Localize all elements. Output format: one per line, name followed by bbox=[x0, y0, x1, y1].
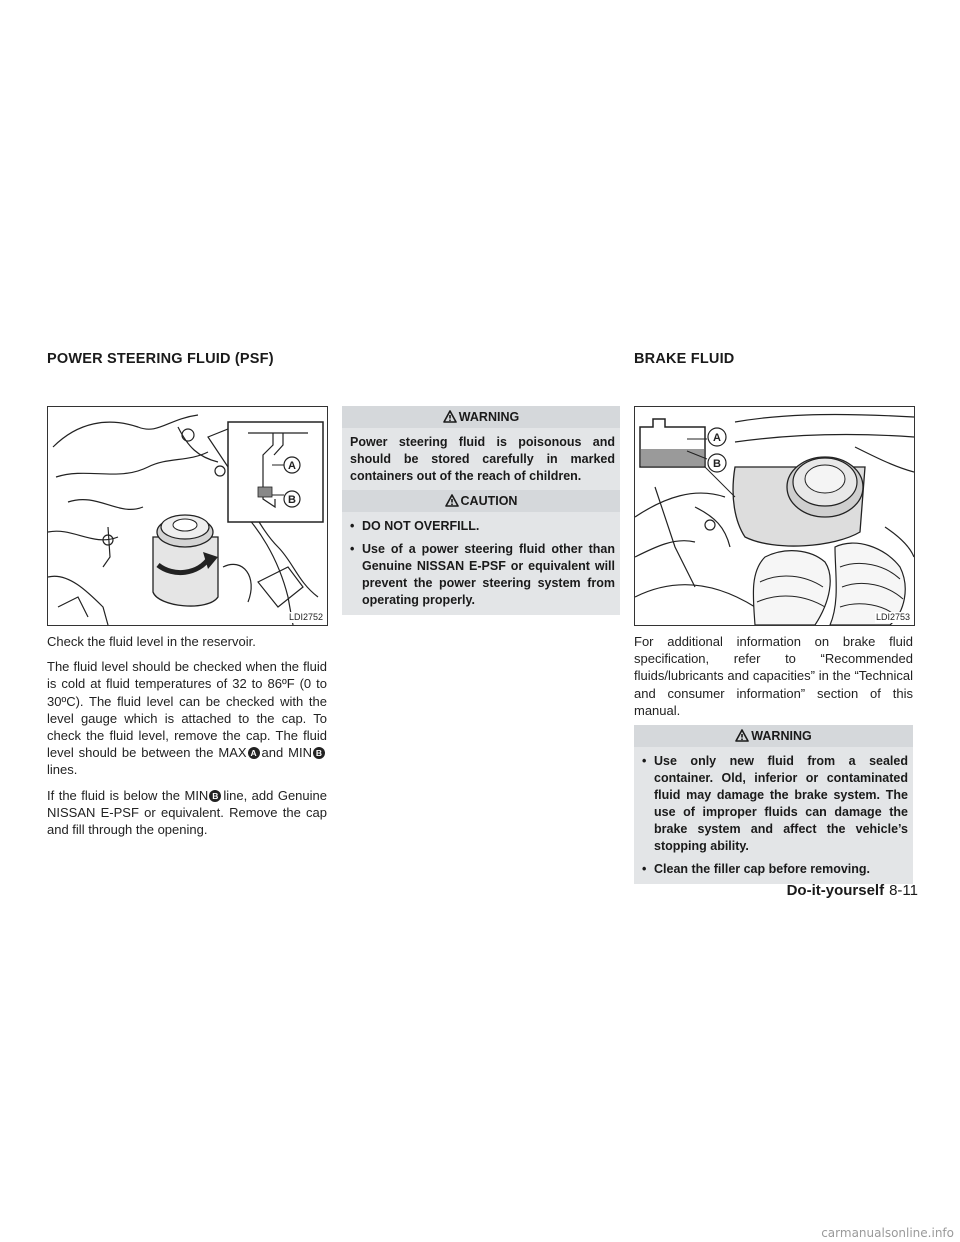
brake-reservoir-illustration bbox=[634, 406, 915, 626]
brake-body-text bbox=[634, 633, 913, 727]
page-number: 8-11 bbox=[889, 882, 918, 899]
caution-item: • Use of a power steering fluid other than Genuine NISSAN E-PSF or equivalent will prevent the power steering system from operating properly. bbox=[350, 541, 615, 609]
brake-warning-title: WARNING bbox=[634, 725, 913, 747]
psf-caution-box bbox=[342, 490, 620, 615]
brake-warning-item: • Clean the filler cap before removing. bbox=[642, 861, 908, 878]
psf-label-a: A bbox=[288, 460, 296, 472]
psf-warning-box bbox=[342, 406, 620, 491]
caution-item: • DO NOT OVERFILL. bbox=[350, 518, 615, 535]
psf-warning-title: WARNING bbox=[342, 406, 620, 428]
psf-label-b: B bbox=[288, 494, 296, 506]
brake-fluid-heading: BRAKE FLUID bbox=[634, 351, 735, 367]
caution-triangle-icon bbox=[445, 494, 459, 507]
marker-b-icon: B bbox=[313, 747, 325, 759]
psf-warning-text: Power steering fluid is poisonous and should be stored carefully in marked containers out of the reach of children. bbox=[350, 435, 615, 483]
brake-paragraph-1: For additional information on brake fluid specification, refer to “Recommended fluids/lubricants and capacities” in the “Technical and consumer information” section of this manual. bbox=[634, 634, 913, 718]
psf-paragraph-2: The fluid level should be checked when the fluid is cold at fluid temperatures of 32 to 86ºF (0 to 30ºC). The fluid level can be checked with the level gauge which is attached to the cap. To check the fluid level, remove the cap. The fluid level should be between the MAX A and MIN Blines. bbox=[47, 659, 327, 778]
psf-figure-code: LDI2752 bbox=[288, 612, 323, 622]
watermark: carmanualsonline.info bbox=[821, 1226, 954, 1240]
page-footer bbox=[787, 882, 918, 899]
chapter-title: Do-it-yourself bbox=[786, 882, 885, 899]
warning-triangle-icon bbox=[735, 729, 749, 742]
psf-body-text bbox=[47, 633, 327, 846]
warning-triangle-icon bbox=[443, 410, 457, 423]
psf-paragraph-3: If the fluid is below the MIN B line, add Genuine NISSAN E-PSF or equivalent. Remove the cap and fill through the opening. bbox=[47, 787, 327, 838]
marker-a-icon: A bbox=[248, 747, 260, 759]
psf-paragraph-1: Check the fluid level in the reservoir. bbox=[47, 634, 256, 649]
brake-warning-item: • Use only new fluid from a sealed container. Old, inferior or contaminated fluid may damage the brake system. The use of improper fluids can damage the brake system and affect the vehicle’s stopping ability. bbox=[642, 753, 908, 855]
marker-b-icon: B bbox=[209, 790, 221, 802]
psf-heading: POWER STEERING FLUID (PSF) bbox=[47, 351, 274, 367]
brake-label-b: B bbox=[713, 458, 721, 470]
brake-label-a: A bbox=[713, 432, 721, 444]
brake-warning-box bbox=[634, 725, 913, 884]
psf-reservoir-illustration bbox=[47, 406, 328, 626]
psf-caution-title: CAUTION bbox=[342, 490, 620, 512]
brake-figure-code: LDI2753 bbox=[875, 612, 910, 622]
